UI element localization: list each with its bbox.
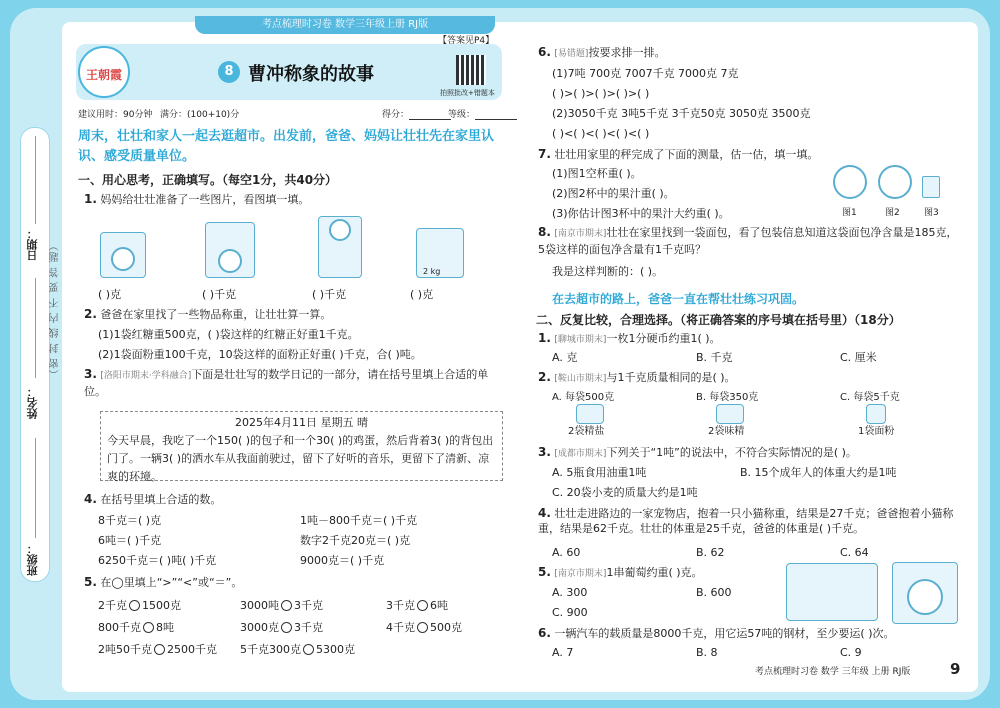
compare-circle[interactable]	[417, 622, 428, 633]
q1-blank-4[interactable]: ( )克	[410, 288, 434, 301]
option-a[interactable]: A. 5瓶食用油重1吨	[552, 466, 647, 479]
page-number: 9	[950, 660, 961, 678]
section-1-title: 一、用心思考，正确填写。（每空1分，共40分）	[78, 173, 338, 187]
q4-item[interactable]: 9000克＝( )千克	[300, 554, 385, 567]
question-6: 6. [易错题]按要求排一排。	[538, 45, 666, 59]
compare-item[interactable]: 3000克 3千克	[240, 621, 323, 634]
top-banner: 考点梳理时习卷 数学三年级上册 RJ版	[195, 16, 495, 34]
choice-question-4: 4. 壮壮走进路边的一家宠物店，抱着一只小猫称重，结果是27千克；爸爸抱着小猫称重，结果是62千克。壮壮的体重是25千克，爸爸的体重是( )千克。	[538, 506, 954, 535]
brand-logo: 王朝霞	[78, 46, 130, 98]
option-b[interactable]: B. 每袋350克	[696, 392, 759, 403]
option-b[interactable]: B. 8	[696, 646, 718, 659]
fig-caption: 图3	[924, 208, 939, 218]
q4-item[interactable]: 6250千克＝( )吨( )千克	[98, 554, 217, 567]
q7-line-3[interactable]: (3)你估计图3杯中的果汁大约重( )。	[552, 207, 730, 220]
option-b[interactable]: B. 15个成年人的体重大约是1吨	[740, 466, 897, 479]
compare-circle[interactable]	[281, 622, 292, 633]
score-field[interactable]: 得分：	[382, 107, 451, 120]
q7-line-1[interactable]: (1)图1空杯重( )。	[552, 167, 642, 180]
fig-caption: 图2	[885, 208, 900, 218]
seal-line-note: （密 封 线 内 不 要 答 题）	[50, 240, 61, 380]
q4-item[interactable]: 数字2千克20克＝( )克	[300, 534, 411, 547]
q4-item[interactable]: 8千克＝( )克	[98, 514, 162, 527]
choice-question-3: 3. [成都市期末]下列关于“1吨”的说法中，不符合实际情况的是( )。	[538, 445, 857, 459]
question-5: 5. 在◯里填上“>”“<”或“＝”。	[84, 575, 243, 589]
qr-caption: 拍照批改+错题本	[440, 89, 495, 97]
q7-line-2[interactable]: (2)图2杯中的果汁重( )。	[552, 187, 675, 200]
time-suggestion: 建议用时：90分钟	[78, 110, 153, 120]
compare-item[interactable]: 2千克 1500克	[98, 599, 181, 612]
choice-question-2: 2. [鞍山市期末]与1千克质量相同的是( )。	[538, 370, 736, 384]
salt-bag-icon	[576, 404, 604, 424]
story-intro-2: 在去超市的路上，爸爸一直在帮壮壮练习巩固。	[552, 292, 805, 306]
compare-item[interactable]: 3000吨 3千克	[240, 599, 323, 612]
page-title: 曹冲称象的故事	[248, 64, 374, 85]
compare-circle[interactable]	[417, 600, 428, 611]
option-c[interactable]: C. 厘米	[840, 351, 877, 364]
section-2-title: 二、反复比较，合理选择。（将正确答案的序号填在括号里）（18分）	[536, 313, 901, 327]
q6-answer-2[interactable]: ( )<( )<( )<( )<( )	[552, 127, 650, 140]
compare-circle[interactable]	[143, 622, 154, 633]
name-line[interactable]	[35, 278, 36, 378]
compare-item[interactable]: 800千克 8吨	[98, 621, 174, 634]
class-line[interactable]	[35, 438, 36, 538]
option-caption: 1袋面粉	[858, 426, 895, 437]
compare-circle[interactable]	[154, 644, 165, 655]
student-info-sidebar	[20, 127, 50, 582]
class-label: 班级：	[26, 543, 39, 576]
story-intro: 周末，壮壮和家人一起去逛超市。出发前，爸爸、妈妈让壮壮先在家里认识、感受质量单位。	[78, 129, 495, 164]
answer-reference: 【答案见P4】	[438, 36, 495, 46]
q8-answer-line[interactable]: 我是这样判断的：( )。	[552, 265, 664, 278]
full-score: 满分：(100+10)分	[160, 110, 240, 120]
compare-item[interactable]: 2吨50千克 2500千克	[98, 643, 217, 656]
name-label: 姓名：	[26, 386, 39, 419]
question-1: 1. 妈妈给壮壮准备了一些图片，看图填一填。	[84, 192, 310, 206]
q2-line-2[interactable]: (2)1袋面粉重100千克，10袋这样的面粉正好重( )千克，合( )吨。	[98, 348, 422, 361]
question-7: 7. 壮壮用家里的秤完成了下面的测量，估一估，填一填。	[538, 147, 819, 161]
option-c[interactable]: C. 900	[552, 606, 588, 619]
lesson-number: 8	[218, 61, 240, 83]
question-8: 8. [南京市期末]壮壮在家里找到一袋面包，看了包装信息知道这袋面包净含量是185克，5袋这样的面包净含量有1千克吗？	[538, 225, 958, 256]
q4-item[interactable]: 6吨＝( )千克	[98, 534, 162, 547]
date-label: 日期：	[26, 228, 39, 261]
option-caption: 2袋精盐	[568, 426, 605, 437]
option-a[interactable]: A. 300	[552, 586, 588, 599]
scale-fig-2-image	[878, 165, 912, 199]
q4-item[interactable]: 1吨－800千克＝( )千克	[300, 514, 418, 527]
question-3: 3. [洛阳市期末·学科融合]下面是壮壮写的数学日记的一部分，请在括号里填上合适的单位。	[84, 367, 489, 398]
date-line[interactable]	[35, 136, 36, 224]
option-a[interactable]: A. 7	[552, 646, 574, 659]
choice-question-1: 1. [聊城市期末]一枚1分硬币约重1( )。	[538, 331, 721, 345]
scale-fig-1-image	[833, 165, 867, 199]
option-b[interactable]: B. 千克	[696, 351, 733, 364]
balance-grapes-image	[786, 563, 878, 621]
msg-bag-icon	[716, 404, 744, 424]
dog-scale-image	[318, 216, 362, 278]
option-c[interactable]: C. 9	[840, 646, 862, 659]
fig-caption: 图1	[842, 208, 857, 218]
choice-question-5: 5. [南京市期末]1串葡萄约重( )克。	[538, 565, 703, 579]
choice-question-6: 6. 一辆汽车的载质量是8000千克，用它运57吨的钢材，至少要运( )次。	[538, 626, 895, 640]
grade-field[interactable]: 等级：	[448, 107, 517, 120]
compare-circle[interactable]	[281, 600, 292, 611]
cup-fig-3-image	[922, 176, 940, 198]
option-a[interactable]: A. 克	[552, 351, 578, 364]
math-diary[interactable]: 2025年4月11日 星期五 晴 今天早晨，我吃了一个150( )的包子和一个30( )的鸡蛋，然后背着3( )的背包出门了。一辆3( )的洒水车从我面前驶过，留下了好听的音乐，更留下了清新、凉爽的环境。	[100, 411, 503, 481]
q1-blank-2[interactable]: ( )千克	[202, 288, 237, 301]
rice-bag-scale-image: 2 kg	[416, 228, 464, 278]
q6-list-1: (1)7吨 700克 7007千克 7000克 7克	[552, 67, 739, 80]
q2-line-1[interactable]: (1)1袋红糖重500克，( )袋这样的红糖正好重1千克。	[98, 328, 359, 341]
q6-list-2: (2)3050千克 3吨5千克 3千克50克 3050克 3500克	[552, 107, 811, 120]
q1-blank-3[interactable]: ( )千克	[312, 288, 347, 301]
question-4: 4. 在括号里填上合适的数。	[84, 492, 222, 506]
option-c[interactable]: C. 20袋小麦的质量大约是1吨	[552, 486, 698, 499]
flour-bag-icon	[866, 404, 886, 424]
compare-item[interactable]: 3千克 6吨	[386, 599, 448, 612]
question-2: 2. 爸爸在家里找了一些物品称重，让壮壮算一算。	[84, 307, 332, 321]
compare-circle[interactable]	[303, 644, 314, 655]
option-b[interactable]: B. 600	[696, 586, 732, 599]
q6-answer-1[interactable]: ( )>( )>( )>( )>( )	[552, 87, 650, 100]
compare-circle[interactable]	[129, 600, 140, 611]
option-b[interactable]: B. 62	[696, 546, 725, 559]
qr-code-icon[interactable]	[456, 55, 486, 85]
option-a[interactable]: A. 60	[552, 546, 581, 559]
compare-item[interactable]: 5千克300克 5300克	[240, 643, 355, 656]
compare-item[interactable]: 4千克 500克	[386, 621, 462, 634]
option-a[interactable]: A. 每袋500克	[552, 392, 615, 403]
option-c[interactable]: C. 每袋5千克	[840, 392, 900, 403]
footer-label: 考点梳理时习卷 数学 三年级 上册 RJ版	[755, 667, 911, 677]
platform-scale-image	[892, 562, 958, 624]
option-c[interactable]: C. 64	[840, 546, 869, 559]
q1-blank-1[interactable]: ( )克	[98, 288, 122, 301]
grapes-scale-image	[205, 222, 255, 278]
option-caption: 2袋味精	[708, 426, 745, 437]
apple-scale-image	[100, 232, 146, 278]
